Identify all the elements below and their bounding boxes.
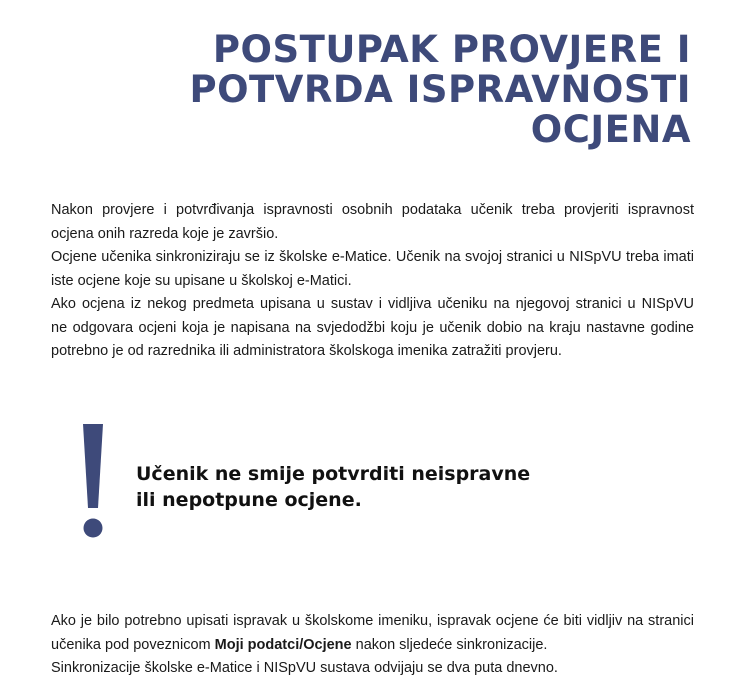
title-line-1: POSTUPAK PROVJERE I (212, 28, 691, 71)
outro-line-prefix: učenika pod poveznicom (51, 636, 215, 653)
intro-line: potrebno je od razrednika ili administratora školskoga imenika zatražiti provjeru. (51, 343, 562, 359)
warning-line-2: ili nepotpune ocjene. (136, 489, 362, 511)
intro-line: Ako ocjena iz nekog predmeta upisana u sustav i vidljiva učeniku na njegovoj stranici u NISpVU (51, 296, 694, 312)
intro-line: Ocjene učenika sinkroniziraju se iz školske e-Matice. Učenik na svojoj stranici u NISpVU treba imati (51, 249, 694, 265)
intro-line: ocjena onih razreda koje je završio. (51, 225, 279, 242)
outro-line-2 (51, 634, 694, 658)
title-line-3: OCJENA (530, 108, 691, 151)
intro-line: iste ocjene koje su upisane u školskoj e-Matici. (51, 272, 352, 289)
warning-callout (136, 461, 636, 513)
outro-line: Sinkronizacije školske e-Matice i NISpVU sustava odvijaju se dva puta dnevno. (51, 660, 558, 676)
intro-paragraph (51, 199, 694, 364)
intro-line: ne odgovara ocjeni koja je napisana na svjedodžbi koju je učenik dobio na kraju nastavne godine (51, 319, 694, 336)
moji-podatci-ocjene-link: Moji podatci/Ocjene (214, 636, 352, 653)
exclamation-mark-icon (76, 420, 110, 540)
title-line-2: POTVRDA ISPRAVNOSTI (189, 68, 691, 111)
intro-line: Nakon provjere i potvrđivanja ispravnosti osobnih podataka učenik treba provjeriti ispravnost (51, 202, 694, 218)
exclamation-bar (83, 424, 103, 508)
outro-line: Ako je bilo potrebno upisati ispravak u školskome imeniku, ispravak ocjene će biti vidljiv na stranici (51, 613, 694, 629)
outro-paragraph (51, 610, 694, 681)
exclamation-dot (84, 519, 103, 538)
outro-line-suffix: nakon sljedeće sinkronizacije. (351, 636, 548, 653)
page-title (91, 30, 691, 150)
warning-line-1: Učenik ne smije potvrditi neispravne (136, 463, 531, 485)
